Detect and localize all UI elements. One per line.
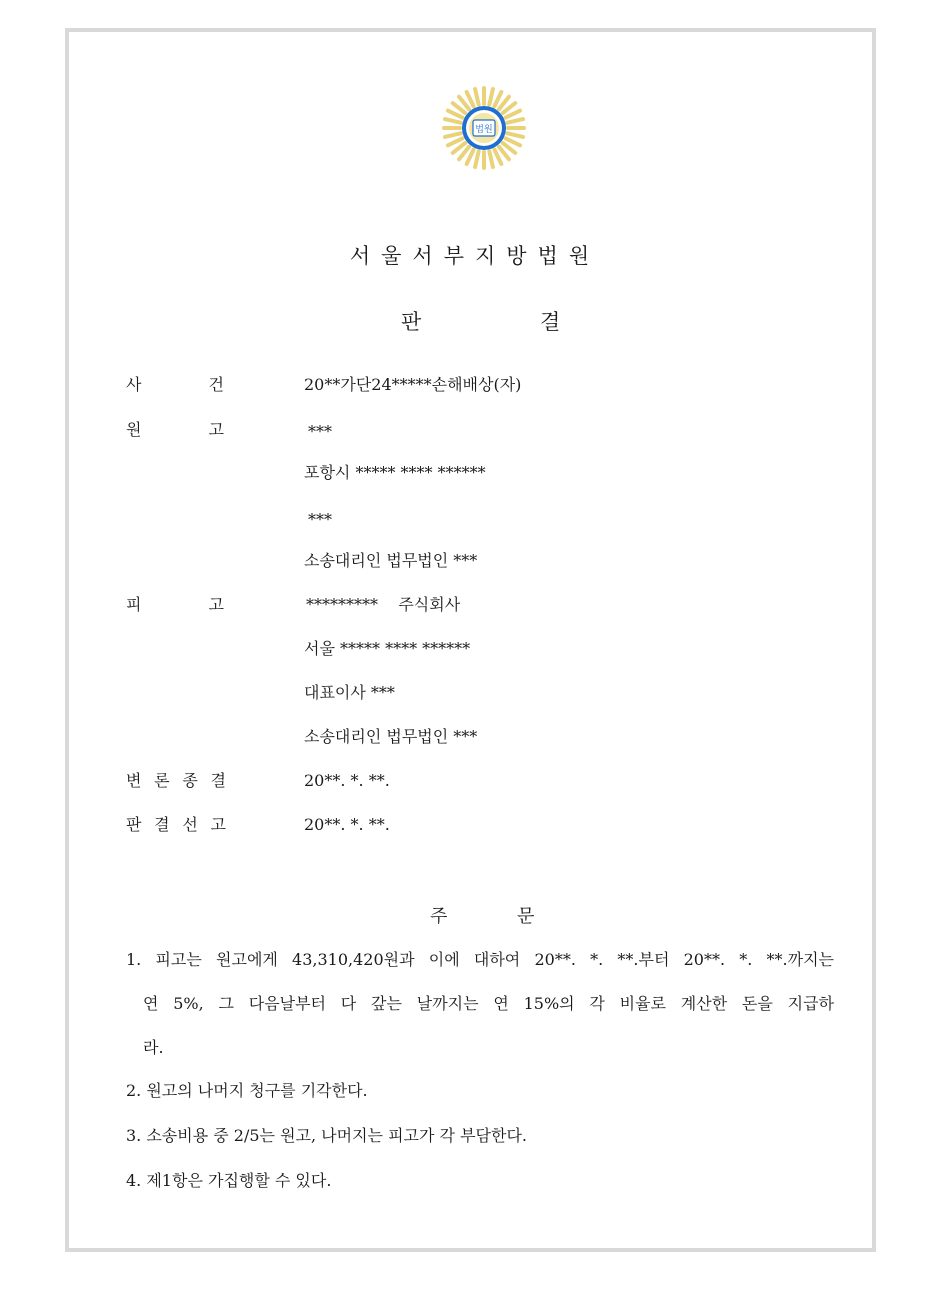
doc-title-right: 결 xyxy=(540,310,561,334)
defendant-counsel: 소송대리인 법무법인 *** xyxy=(304,727,478,746)
emblem-ray xyxy=(489,89,493,105)
emblem-ray xyxy=(507,133,523,137)
sentencing-date: 20**. *. **. xyxy=(304,815,390,834)
emblem-ray xyxy=(467,150,474,164)
defendant-address: 서울 ***** **** ****** xyxy=(304,639,471,658)
sentencing-label: 판 결 선 고 xyxy=(126,815,226,834)
emblem-ray xyxy=(448,111,462,118)
plaintiff-counsel: 소송대리인 법무법인 *** xyxy=(304,551,478,570)
emblem-ray xyxy=(475,151,479,167)
doc-title-left: 판 xyxy=(401,310,422,334)
order-item-1-line-3: 라. xyxy=(143,1038,164,1057)
order-item-4: 4. 제1항은 가집행할 수 있다. xyxy=(126,1171,332,1190)
document-page xyxy=(65,28,876,1252)
emblem-ray xyxy=(494,92,501,106)
order-item-1-line-1: 1. 피고는 원고에게 43,310,420원과 이에 대하여 20**. *. **.부터 20**. *. **.까지는 xyxy=(126,950,834,969)
plaintiff-extra: *** xyxy=(308,510,332,529)
emblem-ray xyxy=(506,138,520,145)
emblem-ray xyxy=(448,138,462,145)
plaintiff-name: *** xyxy=(308,422,332,441)
order-heading-left: 주 xyxy=(430,906,448,927)
court-name: 서울서부지방법원 xyxy=(349,244,601,268)
case-label: 사 건 xyxy=(126,375,224,394)
emblem-ray xyxy=(445,119,461,123)
defendant-label: 피 고 xyxy=(126,595,224,614)
court-emblem-icon xyxy=(441,84,527,170)
defendant-name: ********* 주식회사 xyxy=(306,595,461,614)
order-heading-right: 문 xyxy=(517,906,535,927)
emblem-ray xyxy=(489,151,493,167)
order-item-2: 2. 원고의 나머지 청구를 기각한다. xyxy=(126,1081,368,1100)
emblem-ray xyxy=(506,111,520,118)
closing-date: 20**. *. **. xyxy=(304,771,390,790)
case-number: 20**가단24*****손해배상(자) xyxy=(304,375,522,394)
order-item-3: 3. 소송비용 중 2/5는 원고, 나머지는 피고가 각 부담한다. xyxy=(126,1126,527,1145)
emblem-ray xyxy=(507,119,523,123)
emblem-ray xyxy=(467,92,474,106)
defendant-representative: 대표이사 *** xyxy=(304,683,395,702)
emblem-ray xyxy=(475,89,479,105)
emblem-ray xyxy=(445,133,461,137)
plaintiff-label: 원 고 xyxy=(126,420,224,439)
plaintiff-address: 포항시 ***** **** ****** xyxy=(304,463,486,482)
emblem-seal-text: 법원 xyxy=(475,125,493,135)
order-item-1-line-2: 연 5%, 그 다음날부터 다 갚는 날까지는 연 15%의 각 비율로 계산한 돈을 지급하 xyxy=(143,994,834,1013)
closing-label: 변 론 종 결 xyxy=(126,771,226,790)
emblem-ray xyxy=(494,150,501,164)
